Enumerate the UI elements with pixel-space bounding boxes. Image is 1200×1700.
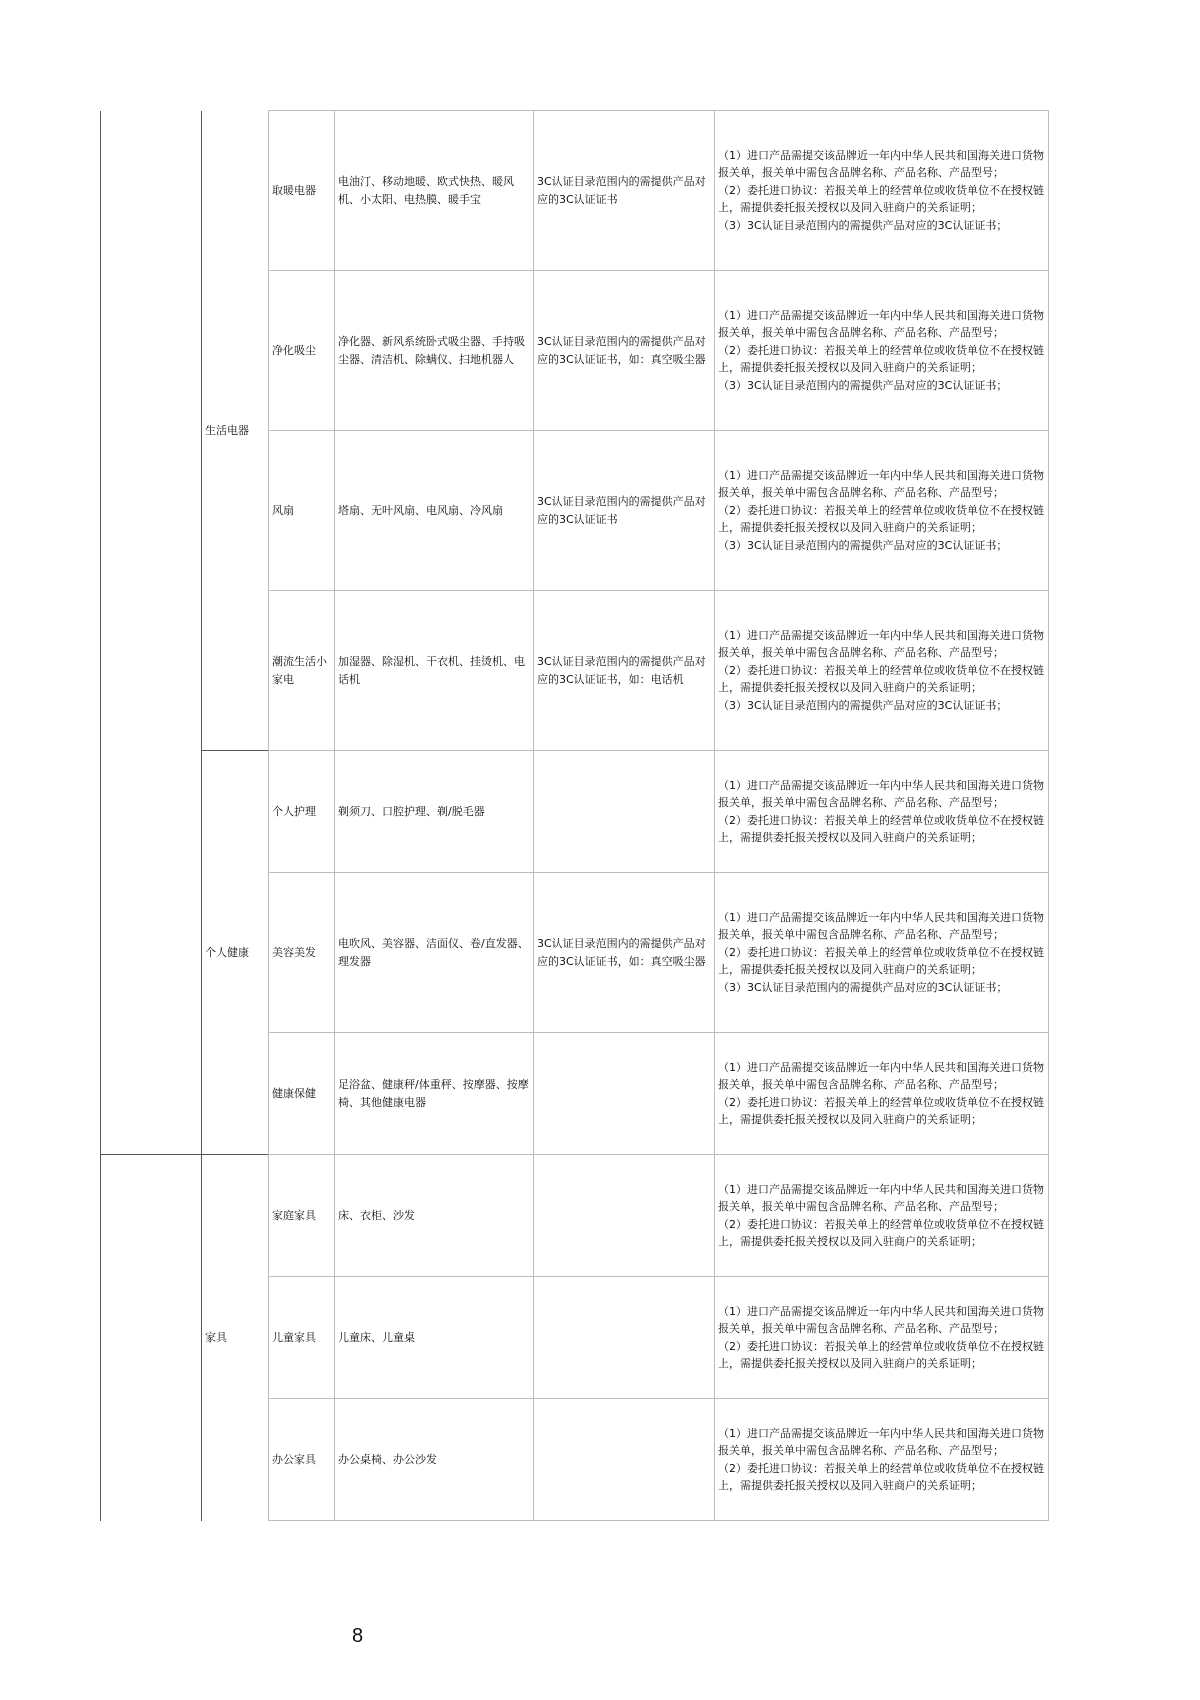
cert-requirement: 3C认证目录范围内的需提供产品对应的3C认证证书: [534, 431, 715, 591]
group-name: 个人健康: [202, 751, 269, 1155]
subcategory: 健康保健: [269, 1033, 335, 1155]
requirement-2: （2）委托进口协议：若报关单上的经营单位或收货单位不在授权链上，需提供委托报关授权以及同入驻商户的关系证明；: [718, 343, 1044, 375]
requirement-3: （3）3C认证目录范围内的需提供产品对应的3C认证证书；: [718, 538, 1008, 552]
requirement-3: （3）3C认证目录范围内的需提供产品对应的3C认证证书；: [718, 698, 1008, 712]
table-row: [101, 111, 1049, 271]
table-row: [101, 1155, 1049, 1277]
cert-requirement: 3C认证目录范围内的需提供产品对应的3C认证证书，如：电话机: [534, 591, 715, 751]
requirement-1: （1）进口产品需提交该品牌近一年内中华人民共和国海关进口货物报关单，报关单中需包含品牌名称、产品名称、产品型号；: [718, 1304, 1044, 1336]
page-number: 8: [352, 1625, 364, 1647]
requirement-1: （1）进口产品需提交该品牌近一年内中华人民共和国海关进口货物报关单，报关单中需包含品牌名称、产品名称、产品型号；: [718, 628, 1044, 660]
items: 电吹风、美容器、洁面仪、卷/直发器、理发器: [335, 873, 534, 1033]
requirement-2: （2）委托进口协议：若报关单上的经营单位或收货单位不在授权链上，需提供委托报关授权以及同入驻商户的关系证明；: [718, 1339, 1044, 1370]
requirement-2: （2）委托进口协议：若报关单上的经营单位或收货单位不在授权链上，需提供委托报关授权以及同入驻商户的关系证明；: [718, 945, 1044, 977]
requirements: [715, 1277, 1049, 1399]
cert-requirement: [534, 751, 715, 873]
requirement-3: （3）3C认证目录范围内的需提供产品对应的3C认证证书；: [718, 218, 1008, 232]
requirement-2: （2）委托进口协议：若报关单上的经营单位或收货单位不在授权链上，需提供委托报关授权以及同入驻商户的关系证明；: [718, 1461, 1044, 1492]
requirement-2: （2）委托进口协议：若报关单上的经营单位或收货单位不在授权链上，需提供委托报关授权以及同入驻商户的关系证明；: [718, 503, 1044, 535]
items: 塔扇、无叶风扇、电风扇、冷风扇: [335, 431, 534, 591]
requirement-1: （1）进口产品需提交该品牌近一年内中华人民共和国海关进口货物报关单，报关单中需包含品牌名称、产品名称、产品型号；: [718, 308, 1044, 340]
requirement-1: （1）进口产品需提交该品牌近一年内中华人民共和国海关进口货物报关单，报关单中需包含品牌名称、产品名称、产品型号；: [718, 1182, 1044, 1214]
requirement-2: （2）委托进口协议：若报关单上的经营单位或收货单位不在授权链上，需提供委托报关授权以及同入驻商户的关系证明；: [718, 183, 1044, 215]
requirement-1: （1）进口产品需提交该品牌近一年内中华人民共和国海关进口货物报关单，报关单中需包含品牌名称、产品名称、产品型号；: [718, 148, 1044, 180]
items: 床、衣柜、沙发: [335, 1155, 534, 1277]
requirement-1: （1）进口产品需提交该品牌近一年内中华人民共和国海关进口货物报关单，报关单中需包含品牌名称、产品名称、产品型号；: [718, 910, 1044, 942]
items: 电油汀、移动地暖、欧式快热、暖风机、小太阳、电热膜、暖手宝: [335, 111, 534, 271]
requirement-1: （1）进口产品需提交该品牌近一年内中华人民共和国海关进口货物报关单，报关单中需包含品牌名称、产品名称、产品型号；: [718, 1060, 1044, 1092]
top-category-cell: [101, 1155, 202, 1521]
subcategory: 潮流生活小家电: [269, 591, 335, 751]
requirements: [715, 271, 1049, 431]
items: 办公桌椅、办公沙发: [335, 1399, 534, 1521]
subcategory: 儿童家具: [269, 1277, 335, 1399]
group-name: 家具: [202, 1155, 269, 1521]
requirement-2: （2）委托进口协议：若报关单上的经营单位或收货单位不在授权链上，需提供委托报关授权以及同入驻商户的关系证明；: [718, 1217, 1044, 1248]
cert-requirement: 3C认证目录范围内的需提供产品对应的3C认证证书，如：真空吸尘器: [534, 271, 715, 431]
requirement-3: （3）3C认证目录范围内的需提供产品对应的3C认证证书；: [718, 980, 1008, 994]
items: 足浴盆、健康秤/体重秤、按摩器、按摩椅、其他健康电器: [335, 1033, 534, 1155]
requirement-2: （2）委托进口协议：若报关单上的经营单位或收货单位不在授权链上，需提供委托报关授权以及同入驻商户的关系证明；: [718, 1095, 1044, 1126]
requirements: [715, 751, 1049, 873]
requirement-2: （2）委托进口协议：若报关单上的经营单位或收货单位不在授权链上，需提供委托报关授权以及同入驻商户的关系证明；: [718, 663, 1044, 695]
subcategory: 美容美发: [269, 873, 335, 1033]
items: 儿童床、儿童桌: [335, 1277, 534, 1399]
cert-requirement: [534, 1033, 715, 1155]
subcategory: 取暖电器: [269, 111, 335, 271]
cert-requirement: 3C认证目录范围内的需提供产品对应的3C认证证书，如：真空吸尘器: [534, 873, 715, 1033]
requirements: [715, 1399, 1049, 1521]
subcategory: 家庭家具: [269, 1155, 335, 1277]
top-category-cell: [101, 111, 202, 1155]
requirement-1: （1）进口产品需提交该品牌近一年内中华人民共和国海关进口货物报关单，报关单中需包含品牌名称、产品名称、产品型号；: [718, 1426, 1044, 1458]
cert-requirement: [534, 1399, 715, 1521]
cert-requirement: [534, 1155, 715, 1277]
items: 净化器、新风系统卧式吸尘器、手持吸尘器、清洁机、除螨仪、扫地机器人: [335, 271, 534, 431]
items: 加湿器、除湿机、干衣机、挂烫机、电话机: [335, 591, 534, 751]
requirements: [715, 431, 1049, 591]
requirement-3: （3）3C认证目录范围内的需提供产品对应的3C认证证书；: [718, 378, 1008, 392]
group-name: 生活电器: [202, 111, 269, 751]
subcategory: 办公家具: [269, 1399, 335, 1521]
subcategory: 净化吸尘: [269, 271, 335, 431]
qualification-table: [100, 110, 1049, 1521]
requirements: [715, 1155, 1049, 1277]
requirement-2: （2）委托进口协议：若报关单上的经营单位或收货单位不在授权链上，需提供委托报关授权以及同入驻商户的关系证明；: [718, 813, 1044, 844]
requirement-1: （1）进口产品需提交该品牌近一年内中华人民共和国海关进口货物报关单，报关单中需包含品牌名称、产品名称、产品型号；: [718, 468, 1044, 500]
requirements: [715, 591, 1049, 751]
subcategory: 风扇: [269, 431, 335, 591]
requirements: [715, 111, 1049, 271]
requirement-1: （1）进口产品需提交该品牌近一年内中华人民共和国海关进口货物报关单，报关单中需包含品牌名称、产品名称、产品型号；: [718, 778, 1044, 810]
table-row: [101, 751, 1049, 873]
cert-requirement: [534, 1277, 715, 1399]
items: 剃须刀、口腔护理、剃/脱毛器: [335, 751, 534, 873]
cert-requirement: 3C认证目录范围内的需提供产品对应的3C认证证书: [534, 111, 715, 271]
requirements: [715, 1033, 1049, 1155]
subcategory: 个人护理: [269, 751, 335, 873]
requirements: [715, 873, 1049, 1033]
